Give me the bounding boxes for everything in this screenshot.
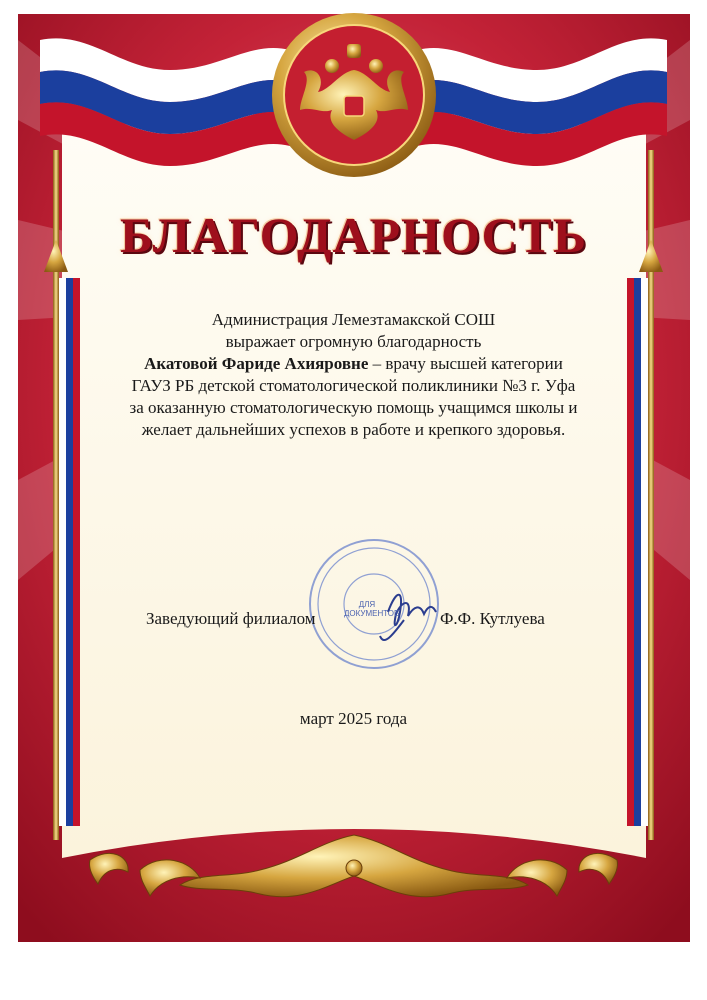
signer-name: Ф.Ф. Кутлуева bbox=[440, 609, 545, 628]
stamp-text: ДЛЯ ДОКУМЕНТОВ bbox=[344, 600, 400, 618]
recipient-name: Акатовой Фариде Ахияровне bbox=[144, 354, 369, 373]
reason-line: за оказанную стоматологическую помощь учащимся школы и bbox=[129, 398, 578, 417]
signer-position: Заведующий филиалом bbox=[146, 609, 316, 628]
russian-coat-of-arms-icon bbox=[272, 13, 436, 177]
certificate-title: БЛАГОДАРНОСТЬ bbox=[119, 207, 588, 263]
recipient-line bbox=[0, 353, 707, 375]
recipient-title: – врачу высшей категории bbox=[368, 354, 563, 373]
gratitude-line: выражает огромную благодарность bbox=[225, 332, 482, 351]
certificate-date: март 2025 года bbox=[299, 709, 408, 728]
issuer-line: Администрация Лемезтамакской СОШ bbox=[211, 310, 496, 329]
wishes-line: желает дальнейших успехов в работе и крепкого здоровья. bbox=[141, 420, 566, 439]
institution-line: ГАУЗ РБ детской стоматологической поликлиники №3 г. Уфа bbox=[131, 376, 576, 395]
